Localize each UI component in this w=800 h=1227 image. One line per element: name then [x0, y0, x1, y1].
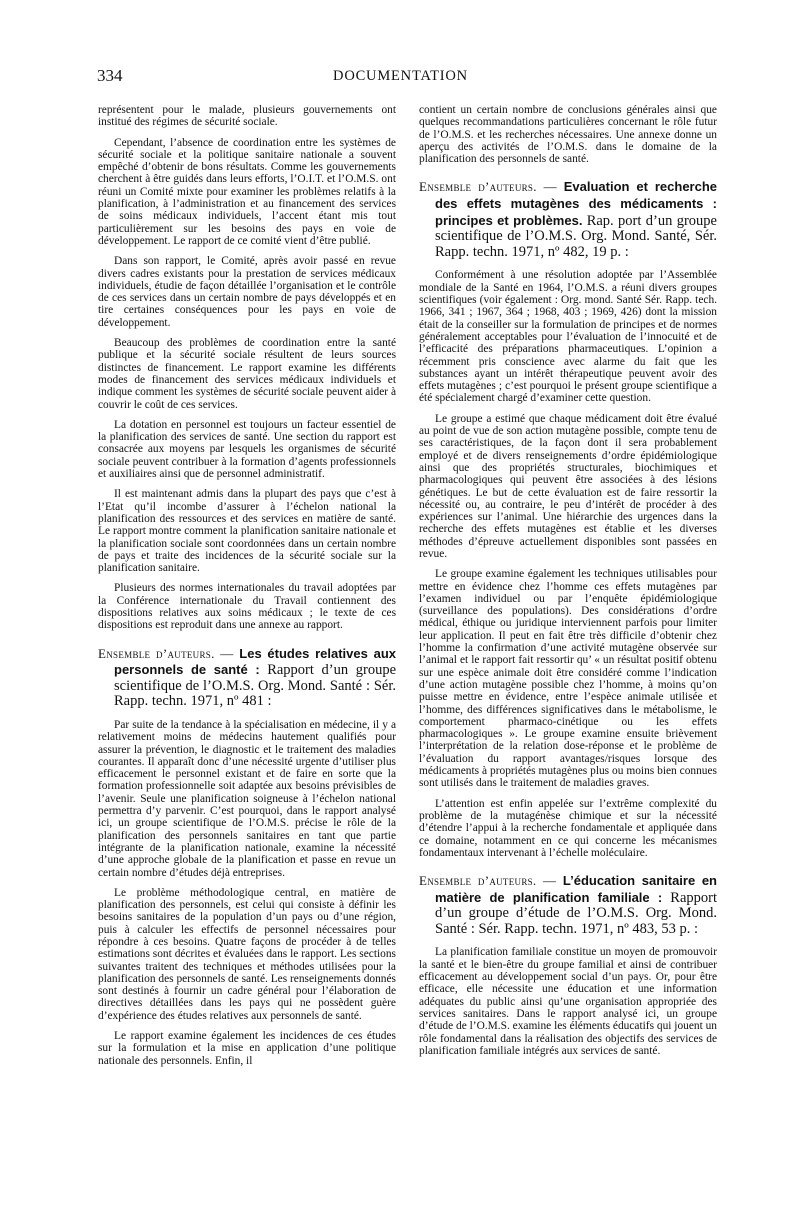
- review-title: L’éducation sanitaire en matière de planification familiale :: [435, 873, 717, 905]
- review-reference: Rapport d’un groupe d’étude de l’O.M.S. Org. Mond. Santé : Sér. Rapp. techn. 1971, nº 483, 53 p. :: [435, 889, 718, 937]
- running-title: DOCUMENTATION: [333, 68, 468, 84]
- paragraph: La dotation en personnel est toujours un facteur essentiel de la planification des services de santé. Une section du rapport est consacrée aux moyens par lesquels les organismes de sécurité sociale peuvent contribuer à la formation d’agents professionnels et auxiliaires ainsi que de personnel administratif.: [98, 418, 396, 481]
- review-heading: [98, 646, 396, 710]
- review-reference: Rapport d’un groupe scientifique de l’O.M.S. Org. Mond. Santé : Sér. Rapp. techn. 1971, nº 481 :: [114, 662, 397, 710]
- paragraph: Il est maintenant admis dans la plupart des pays que c’est à l’Etat qu’il incombe d’assurer à l’échelon national la planification des ressources et des services en matière de santé. Le rapport montre comment la planification sanitaire nationale et la planification sociale sont coordonnées dans un certain nombre de pays et traite des incidences de la sécurité sociale sur la planification sanitaire.: [98, 488, 396, 575]
- paragraph: Le problème méthodologique central, en matière de planification des personnels, est celui qui consiste à définir les besoins sanitaires de la population d’un pays ou d’une région, puis à calculer les effectifs de personnel nécessaires pour répondre à ces besoins. Quatre façons de procéder à de telles estimations sont décrites et évaluées dans le rapport. Les sections suivantes traitent des techniques et méthodes utilisées pour la planification des personnels de santé. Les renseignements donnés sont destinés à fournir un cadre général pour l’élaboration de directives détaillées dans les pays qui ne possèdent guère d’expérience des études relatives aux personnels de santé.: [98, 886, 396, 1022]
- paragraph: La planification familiale constitue un moyen de promouvoir la santé et le bien-être du groupe familial et ainsi de contribuer efficacement au développement social d’un pays. Or, pour être efficace, elle nécessite une éducation et une information adéquates du public ainsi qu’une organisation appropriée des services sanitaires. Dans le rapport analysé ici, un groupe d’étude de l’O.M.S. examine les éléments éducatifs qui jouent un rôle fondamental dans la réalisation des objectifs des services de planification familiale intégrés aux services de santé.: [419, 946, 717, 1057]
- paragraph: Le groupe examine également les techniques utilisables pour mettre en évidence chez l’homme ces effets mutagènes par l’examen individuel ou par l’enquête épidémiologique (surveillance des populations). Des considérations d’ordre médical, éthique ou juridique interviennent parfois pour limiter leur application. Il peut en fait être très difficile d’obtenir chez l’homme la confirmation d’une activité mutagène observée sur l’animal et le rapport fait ressortir qu’ « un résultat positif obtenu sur une espèce animale doit être considéré comme l’indication d’une action mutagène possible chez l’homme, à moins qu’on puisse mettre en évidence, entre l’espèce animale utilisée et l’homme, des différences significatives dans le métabolisme, le comportement pharmaco-cinétique ou les effets pharmacologiques ». Le groupe examine ensuite brièvement l’interprétation de la relation dose-réponse et le problème de l’évaluation du rapport avantages/risques lorsque des médicaments à propriétés mutagènes plus ou moins bien connues sont utilisés dans le traitement de maladies graves.: [419, 568, 717, 790]
- paragraph: Beaucoup des problèmes de coordination entre la santé publique et la sécurité sociale résultent de leurs sources distinctes de financement. Le rapport examine les différents modes de financement des services médicaux individuels et indique comment les systèmes de sécurité sociale peuvent aider à couvrir le coût de ces services.: [98, 337, 396, 411]
- paragraph: Dans son rapport, le Comité, après avoir passé en revue divers cadres existants pour la prestation de services médicaux individuels, étudie de façon détaillée l’organisation et le contrôle de ces services dans un certain nombre de pays développés et en tire certaines conséquences pour les pays en voie de développement.: [98, 255, 396, 329]
- paragraph: contient un certain nombre de conclusions générales ainsi que quelques recommandations particulières concernant le rôle futur de l’O.M.S. et les recherches nécessaires. Une annexe donne un aperçu des activités de l’O.M.S. dans le domaine de la planification des personnels de santé.: [419, 104, 717, 166]
- review-authors: Ensemble d’auteurs. —: [419, 873, 557, 889]
- paragraph: Cependant, l’absence de coordination entre les systèmes de sécurité sociale et la politique sanitaire nationale a souvent empêché d’obtenir de bons résultats. Comme les gouvernements cherchent à être guidés dans leurs efforts, l’O.I.T. et l’O.M.S. ont réuni un Comité mixte pour examiner les problèmes relatifs à la planification, à l’administration et au financement des services de soins médicaux individuels, l’accent étant mis tout particulièrement sur les besoins des pays en voie de développement. Le rapport de ce comité vient d’être publié.: [98, 136, 396, 247]
- page-number: 334: [97, 66, 123, 85]
- paragraph: Le rapport examine également les incidences de ces études sur la formulation et la mise en application d’une politique nationale des personnels. Enfin, il: [98, 1030, 396, 1067]
- review-authors: Ensemble d’auteurs. —: [419, 179, 557, 195]
- left-column: [98, 104, 396, 1075]
- review-title: Evaluation et recherche des effets mutagènes des médicaments : principes et problèmes.: [435, 179, 718, 228]
- review-heading: [419, 873, 717, 937]
- review-heading: [419, 179, 717, 260]
- paragraph: Plusieurs des normes internationales du travail adoptées par la Conférence internationale du Travail contiennent des dispositions relatives aux soins médicaux ; le texte de ces dispositions est reproduit dans une annexe au rapport.: [98, 582, 396, 632]
- paragraph: Conformément à une résolution adoptée par l’Assemblée mondiale de la Santé en 1964, l’O.M.S. a réuni divers groupes scientifiques (voir également : Org. mond. Santé Sér. Rapp. tech. 1966, 341 ; 1967, 364 ; 1968, 403 ; 1969, 426) dont la mission était de la conseiller sur la formulation de principes et de normes généralement acceptables pour l’évaluation de l’innocuité et de l’efficacité des préparations pharmaceutiques. L’opinion a récemment pris conscience avec alarme du fait que les substances ayant un intérêt thérapeutique peuvent avoir des effets mutagènes ; c’est pourquoi le présent groupe scientifique a été spécialement chargé d’examiner cette question.: [419, 269, 717, 405]
- right-column: [419, 104, 717, 1065]
- paragraph: Le groupe a estimé que chaque médicament doit être évalué au point de vue de son action mutagène possible, compte tenu de ses caractéristiques, de la façon dont il sera probablement employé et de divers renseignements d’ordre épidémiologique ainsi que des propriétés structurales, biochimiques et pharmacologiques qui peuvent être associées à des lésions génétiques. Le but de cette évaluation est de faire ressortir la nécessité ou, au contraire, le peu d’intérêt de procéder à des expériences sur l’animal. Une hiérarchie des urgences dans la recherche des effets mutagènes est établie et les diverses méthodes d’épreuve actuellement disponibles sont passées en revue.: [419, 412, 717, 560]
- review-reference: Rap. port d’un groupe scientifique de l’O.M.S. Org. Mond. Santé, Sér. Rapp. techn. 1971, nº 482, 19 p. :: [435, 212, 717, 260]
- paragraph: Par suite de la tendance à la spécialisation en médecine, il y a relativement moins de médecins hautement qualifiés pour assurer la prévention, le diagnostic et le traitement des maladies courantes. Il apparaît donc d’une nécessité urgente d’utiliser plus efficacement le personnel existant et de faire en sorte que la formation professionnelle soit adaptée aux besoins prévisibles de l’avenir. Seule une planification soigneuse à l’échelon national permettra d’y parvenir. C’est pourquoi, dans le rapport analysé ici, un groupe scientifique de l’O.M.S. précise le rôle de la planification des personnels sanitaires en tant que partie intégrante de la planification nationale, examine la nécessité d’une approche globale de la planification et passe en revue un certain nombre d’études déjà entreprises.: [98, 718, 396, 879]
- paragraph: représentent pour le malade, plusieurs gouvernements ont institué des régimes de sécurité sociale.: [98, 104, 396, 129]
- page-header: [97, 66, 704, 90]
- review-authors: Ensemble d’auteurs. —: [98, 645, 234, 661]
- review-title: Les études relatives aux personnels de santé :: [114, 645, 397, 678]
- paragraph: L’attention est enfin appelée sur l’extrême complexité du problème de la mutagénèse chimique et sur la nécessité d’étendre l’appui à la recherche fondamentale et appliquée dans ce domaine, notamment en ce qui concerne les mécanismes fondamentaux intervenant à l’échelle moléculaire.: [419, 797, 717, 859]
